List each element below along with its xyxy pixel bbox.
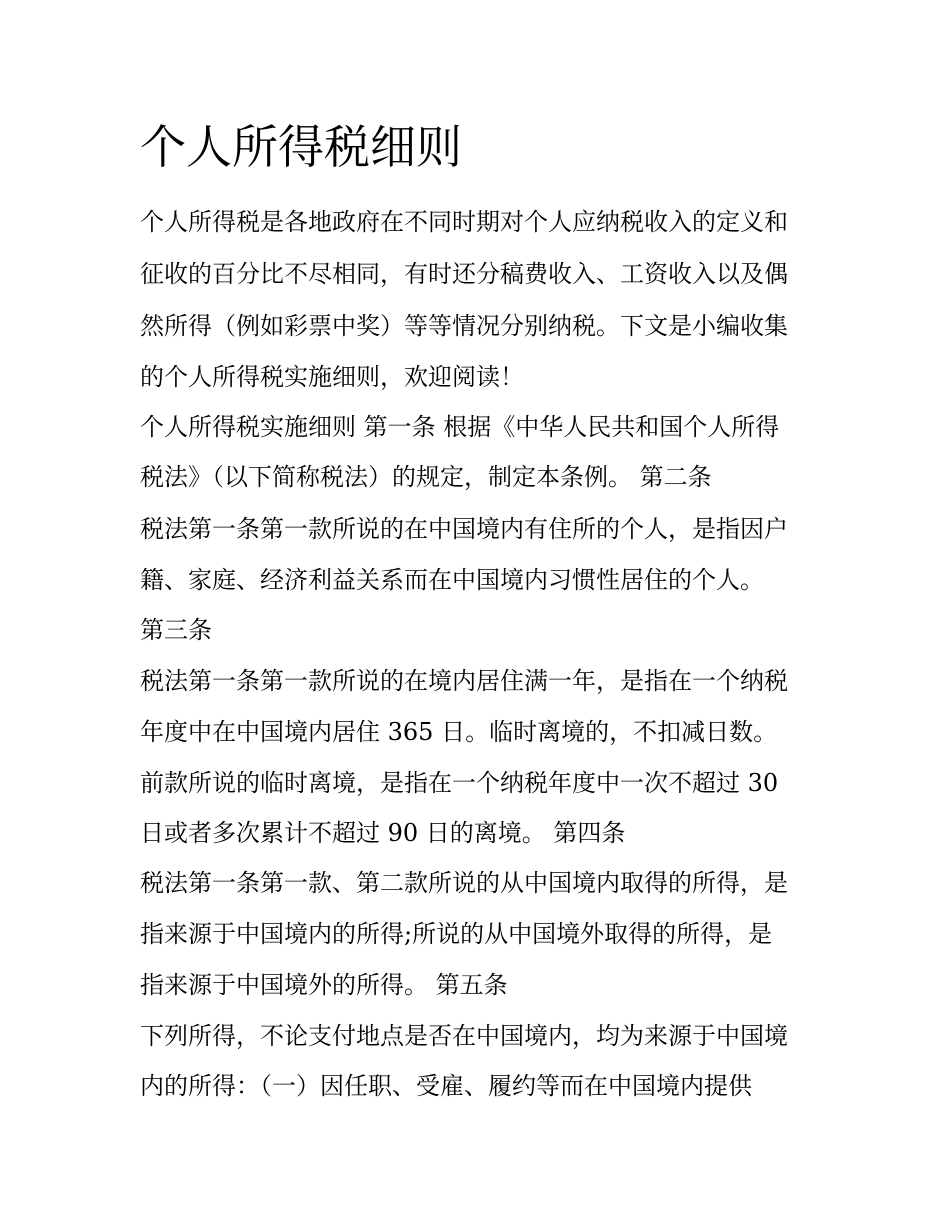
body-line: 第三条: [140, 616, 212, 644]
body-line: 税法第一条第一款所说的在中国境内有住所的个人，是指因户: [140, 515, 788, 543]
body-line: 征收的百分比不尽相同，有时还分稿费收入、工资收入以及偶: [140, 260, 788, 288]
body-line: 前款所说的临时离境，是指在一个纳税年度中一次不超过 30: [140, 769, 779, 797]
body-line: 指来源于中国境内的所得;所说的从中国境外取得的所得，是: [140, 920, 773, 948]
body-line: 税法第一条第一款、第二款所说的从中国境内取得的所得，是: [140, 869, 788, 897]
body-line: 年度中在中国境内居住 365 日。临时离境的，不扣减日数。: [140, 718, 778, 746]
body-line: 籍、家庭、经济利益关系而在中国境内习惯性居住的个人。: [140, 566, 764, 594]
body-line: 内的所得：（一）因任职、受雇、履约等而在中国境内提供: [140, 1072, 752, 1100]
body-line: 然所得（例如彩票中奖）等等情况分别纳税。下文是小编收集: [140, 312, 788, 340]
body-line: 的个人所得税实施细则，欢迎阅读！: [140, 363, 524, 391]
body-line: 下列所得，不论支付地点是否在中国境内，均为来源于中国境: [140, 1022, 788, 1050]
body-line: 日或者多次累计不超过 90 日的离境。 第四条: [140, 819, 626, 847]
body-line: 个人所得税是各地政府在不同时期对个人应纳税收入的定义和: [140, 208, 788, 236]
body-line: 税法》（以下简称税法）的规定，制定本条例。 第二条: [140, 463, 712, 491]
document-title: 个人所得税细则: [140, 120, 462, 174]
body-line: 税法第一条第一款所说的在境内居住满一年，是指在一个纳税: [140, 667, 788, 695]
body-line: 个人所得税实施细则 第一条 根据《中华人民共和国个人所得: [140, 413, 780, 441]
body-line: 指来源于中国境外的所得。 第五条: [140, 971, 508, 999]
